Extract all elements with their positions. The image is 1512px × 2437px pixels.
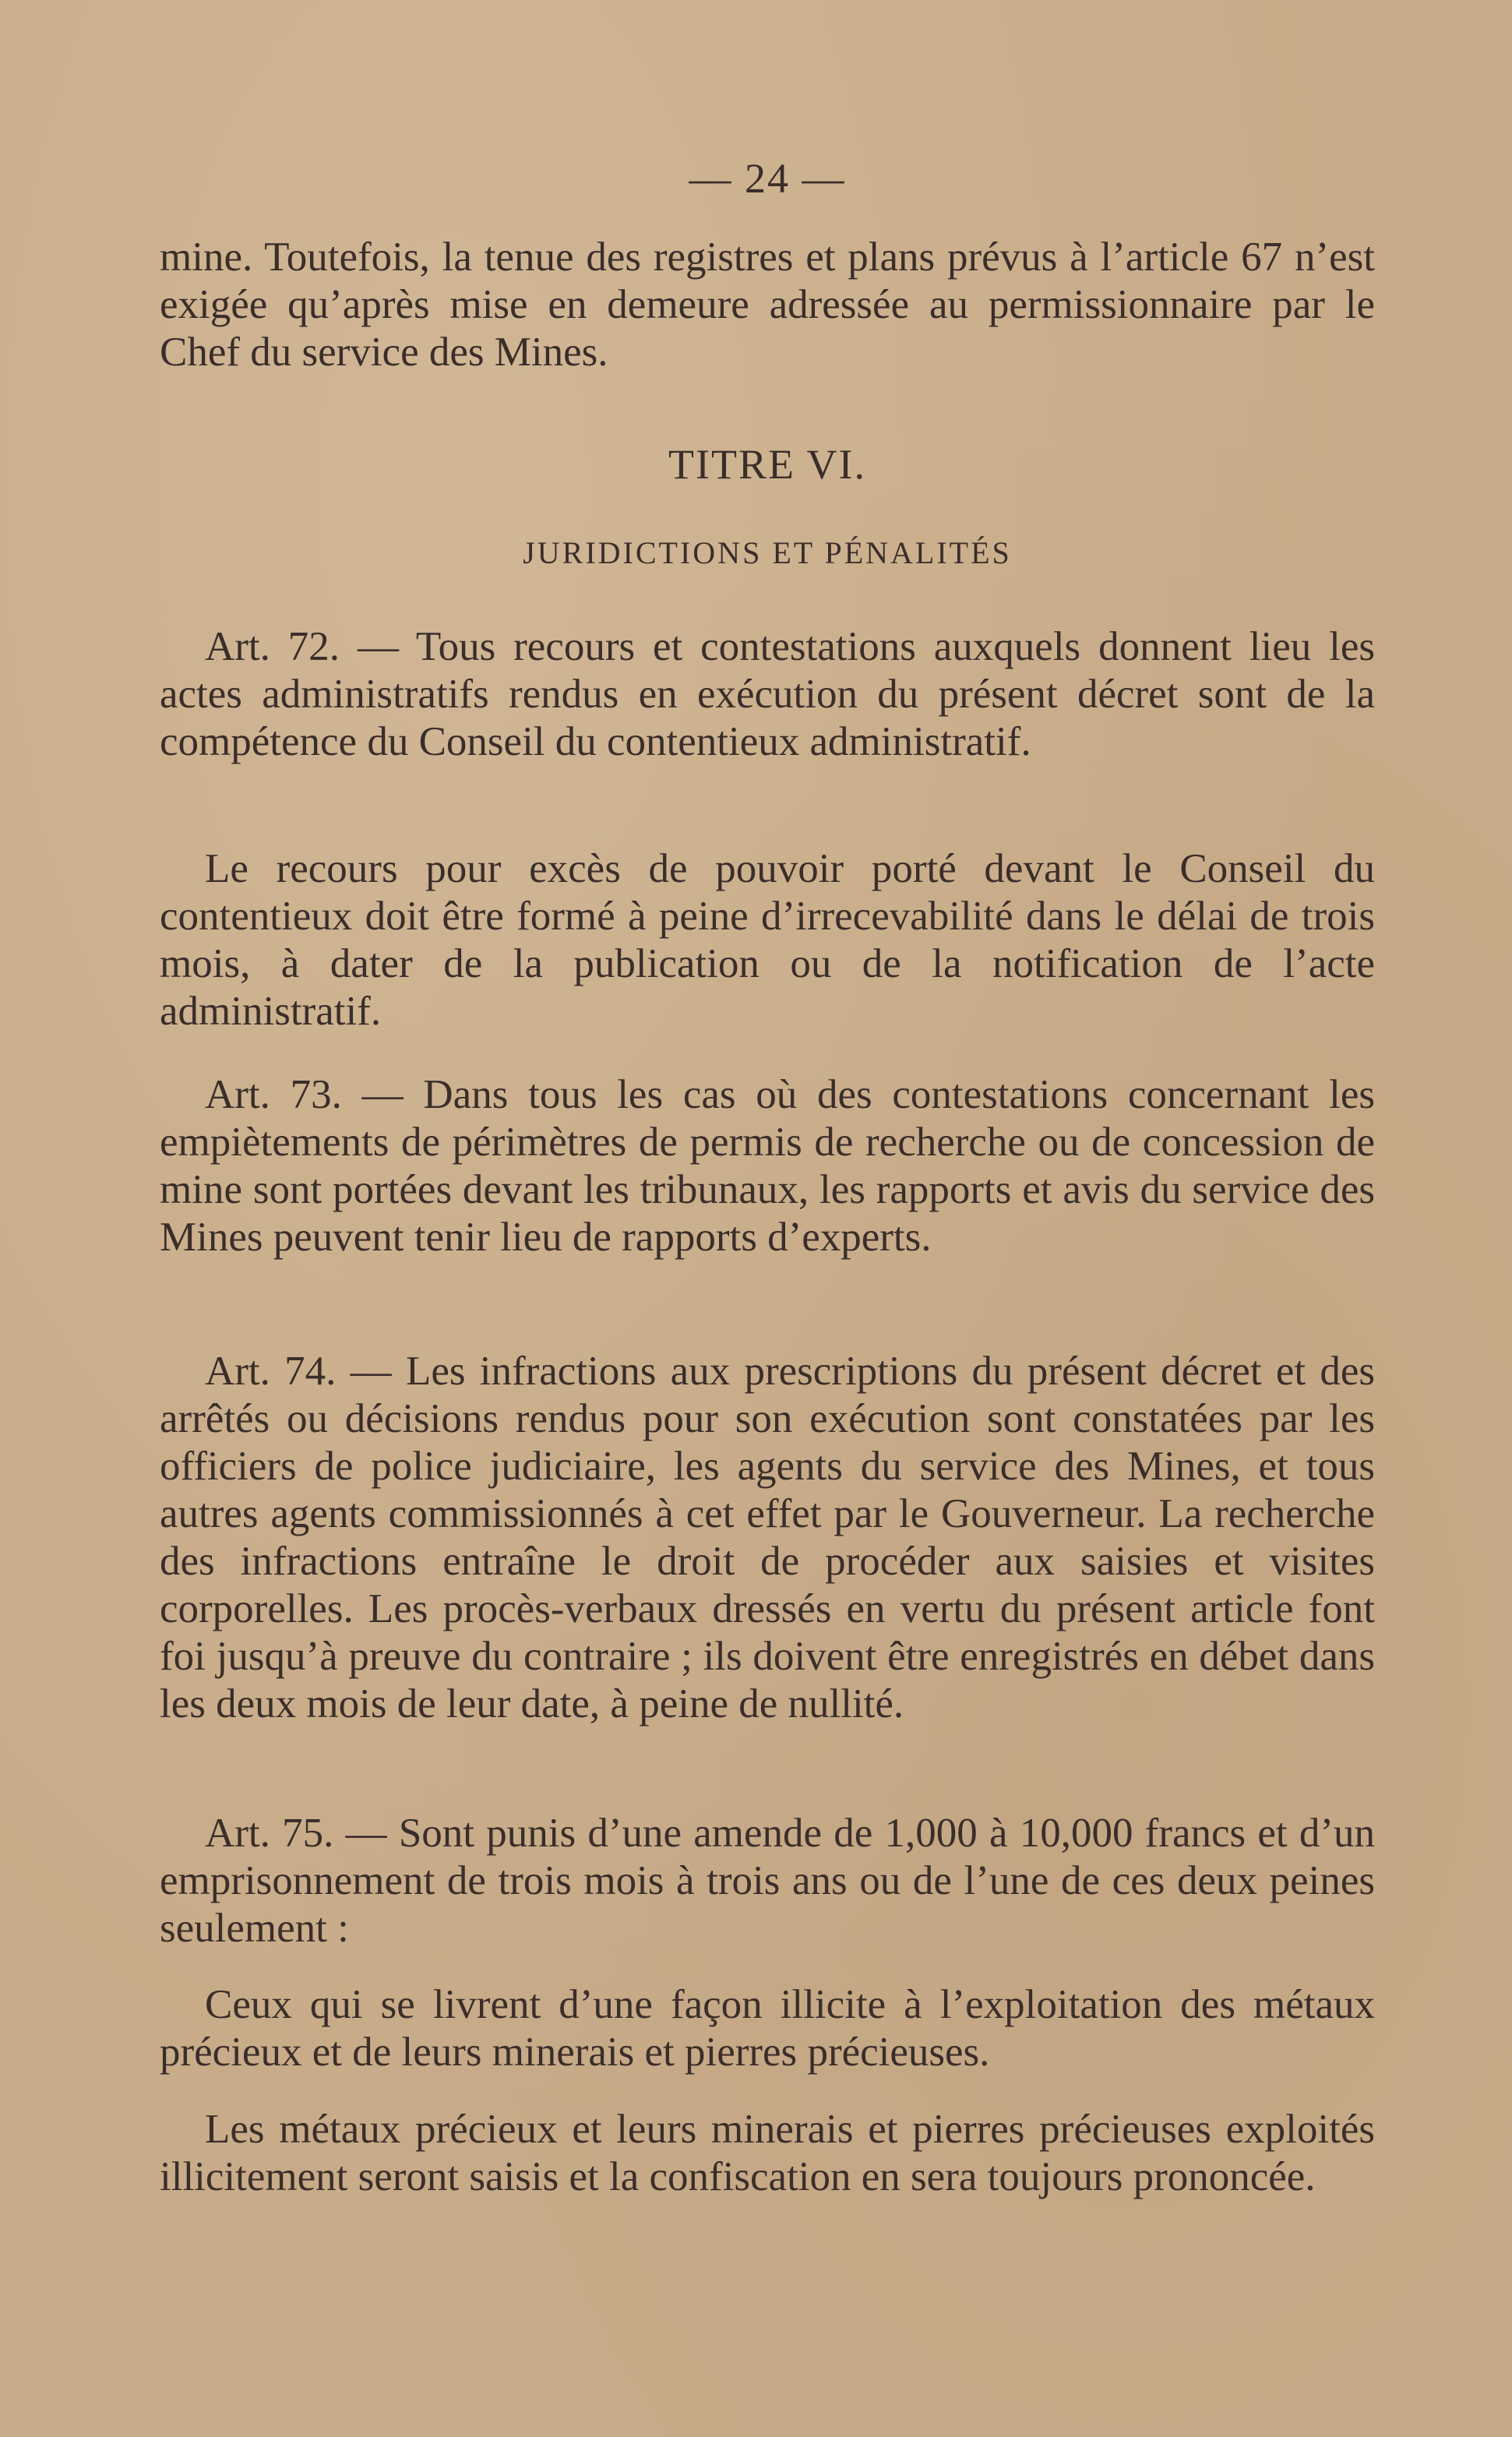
section-subtitle: JURIDICTIONS ET PÉNALITÉS: [523, 535, 1012, 570]
page-number: — 24 —: [689, 155, 846, 202]
article-75-paragraph-2: Ceux qui se livrent d’une façon illicite à l’exploitation des métaux précieux et de leurs minerais et pierres précieuses.: [160, 1982, 1375, 2075]
paragraph-continuation: mine. Toutefois, la tenue des registres et plans prévus à l’article 67 n’est exigée qu’après mise en demeure adressée au permissionnaire par le Chef du service des Mines.: [160, 235, 1375, 375]
article-73: Art. 73. — Dans tous les cas où des contestations concernant les empiètements de périmètres de permis de recherche ou de concession de mine sont portées devant les tribunaux, les rapports et avis du service des Mines peuvent tenir lieu de rapports d’experts.: [160, 1072, 1375, 1260]
article-75-paragraph-3: Les métaux précieux et leurs minerais et pierres précieuses exploités illicitement seront saisis et la confiscation en sera toujours prononcée.: [160, 2107, 1375, 2199]
article-75: Art. 75. — Sont punis d’une amende de 1,000 à 10,000 francs et d’un emprisonnement de trois mois à trois ans ou de l’une de ces deux peines seulement :: [160, 1811, 1375, 1951]
section-title: TITRE VI.: [668, 441, 866, 488]
article-72: Art. 72. — Tous recours et contestations auxquels donnent lieu les actes administratifs rendus en exécution du présent décret sont de la compétence du Conseil du contentieux administratif.: [160, 624, 1375, 764]
article-72-paragraph-2: Le recours pour excès de pouvoir porté devant le Conseil du contentieux doit être formé à peine d’irrecevabilité dans le délai de trois mois, à dater de la publication ou de la notification de l’acte administratif.: [160, 846, 1375, 1034]
article-74: Art. 74. — Les infractions aux prescriptions du présent décret et des arrêtés ou décisions rendus pour son exécution sont constatées par les officiers de police judiciaire, les agents du service des Mines, et tous autres agents commissionnés à cet effet par le Gouverneur. La recherche des infractions entraîne le droit de procéder aux saisies et visites corporelles. Les procès-verbaux dressés en vertu du présent article font foi jusqu’à preuve du contraire ; ils doivent être enregistrés en débet dans les deux mois de leur date, à peine de nullité.: [160, 1349, 1375, 1726]
